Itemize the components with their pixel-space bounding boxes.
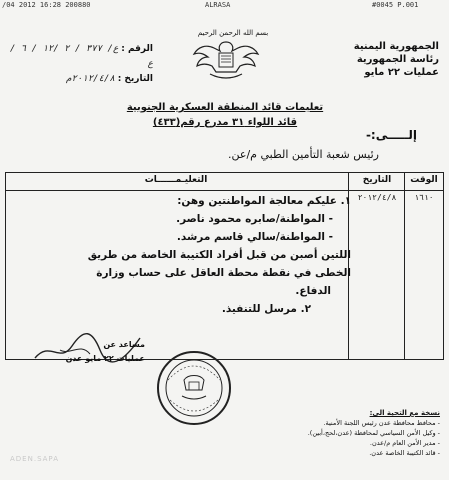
watermark: ADEN.SAPA <box>10 455 59 463</box>
fax-sender: ALRASA <box>205 1 231 9</box>
instruction-line: - المواطنة/سالي قاسم مرشد. <box>176 231 333 243</box>
instruction-line: اللتين أصبن من قبل أفراد الكتيبة الخاصة من طريق <box>87 249 351 261</box>
instruction-line: الخطى في نقطة محطة العاقل على حساب وزارة <box>96 267 351 279</box>
fax-header-line <box>0 0 449 12</box>
org-line-3: عمليات ٢٢ مايو <box>364 67 439 78</box>
copy-recipient: - وكيل الأمن السياسي لمحافظة (عدن،لحج،أبين). <box>307 429 440 437</box>
instruction-line: ٢. مرسل للتنفيذ. <box>221 303 311 315</box>
column-divider-time <box>404 173 405 359</box>
ref-value: ع/ ٣٧٧ / ٢ /١٢ / ٦ /ع <box>9 44 153 69</box>
fax-page: #0045 P.001 <box>372 1 419 9</box>
copy-recipient: - مدير الأمن العام م/عدن. <box>369 439 440 447</box>
copies-heading: نسخة مع التحية الى: <box>369 409 440 417</box>
copy-recipient: - محافظ محافظة عدن رئيس اللجنة الأمنية. <box>323 419 440 427</box>
basmala: بسم الله الرحمن الرحيم <box>197 29 269 37</box>
time-cell: ١٦١٠ <box>414 193 434 202</box>
signer-block <box>45 338 145 366</box>
date-label: التاريخ : <box>117 74 153 84</box>
instruction-line: ١. عليكم معالجة المواطنتين وهن: <box>177 195 351 207</box>
instruction-line: - المواطنة/صابره محمود ناصر. <box>176 213 333 225</box>
organization-block <box>329 40 439 79</box>
to-label: إلـــــى:- <box>365 128 417 142</box>
document-titles <box>90 100 360 130</box>
header-row-divider <box>6 190 443 191</box>
title-line-1: تعليمات قائد المنطقة العسكرية الجنوبية <box>126 102 324 113</box>
reference-block <box>8 42 153 87</box>
column-header-date: التاريخ <box>362 175 392 185</box>
fax-date: /04 2012 16:28 200880 <box>2 1 91 9</box>
instruction-line: الدفاع. <box>295 285 331 297</box>
ref-label: الرقم : <box>121 44 153 54</box>
instructions-body <box>21 192 351 318</box>
copies-list <box>280 408 440 458</box>
official-seal-stamp <box>156 350 232 426</box>
column-header-instructions: التعليـمــــــات <box>144 175 208 185</box>
date-value: ٢٠١٢/٤/٨م <box>66 74 115 84</box>
copy-recipient: - قائد الكتيبة الخاصة عدن. <box>369 449 440 457</box>
column-header-time: الوقت <box>410 175 438 185</box>
signer-line-2: عمليات ٢٢ مايو عدن <box>65 354 145 363</box>
yemen-eagle-emblem-icon <box>190 38 262 84</box>
org-line-2: رئاسة الجمهورية <box>356 54 439 65</box>
date-cell: ٢٠١٢/٤/٨ <box>357 193 397 202</box>
title-line-2: قائد اللواء ٣١ مدرع رقم(٤٣٣) <box>152 117 298 128</box>
signer-line-1: مساعد عن <box>103 340 145 349</box>
recipient: رئيس شعبة التأمين الطبي م/عن. <box>228 148 379 161</box>
org-line-1: الجمهورية اليمنية <box>353 41 439 52</box>
